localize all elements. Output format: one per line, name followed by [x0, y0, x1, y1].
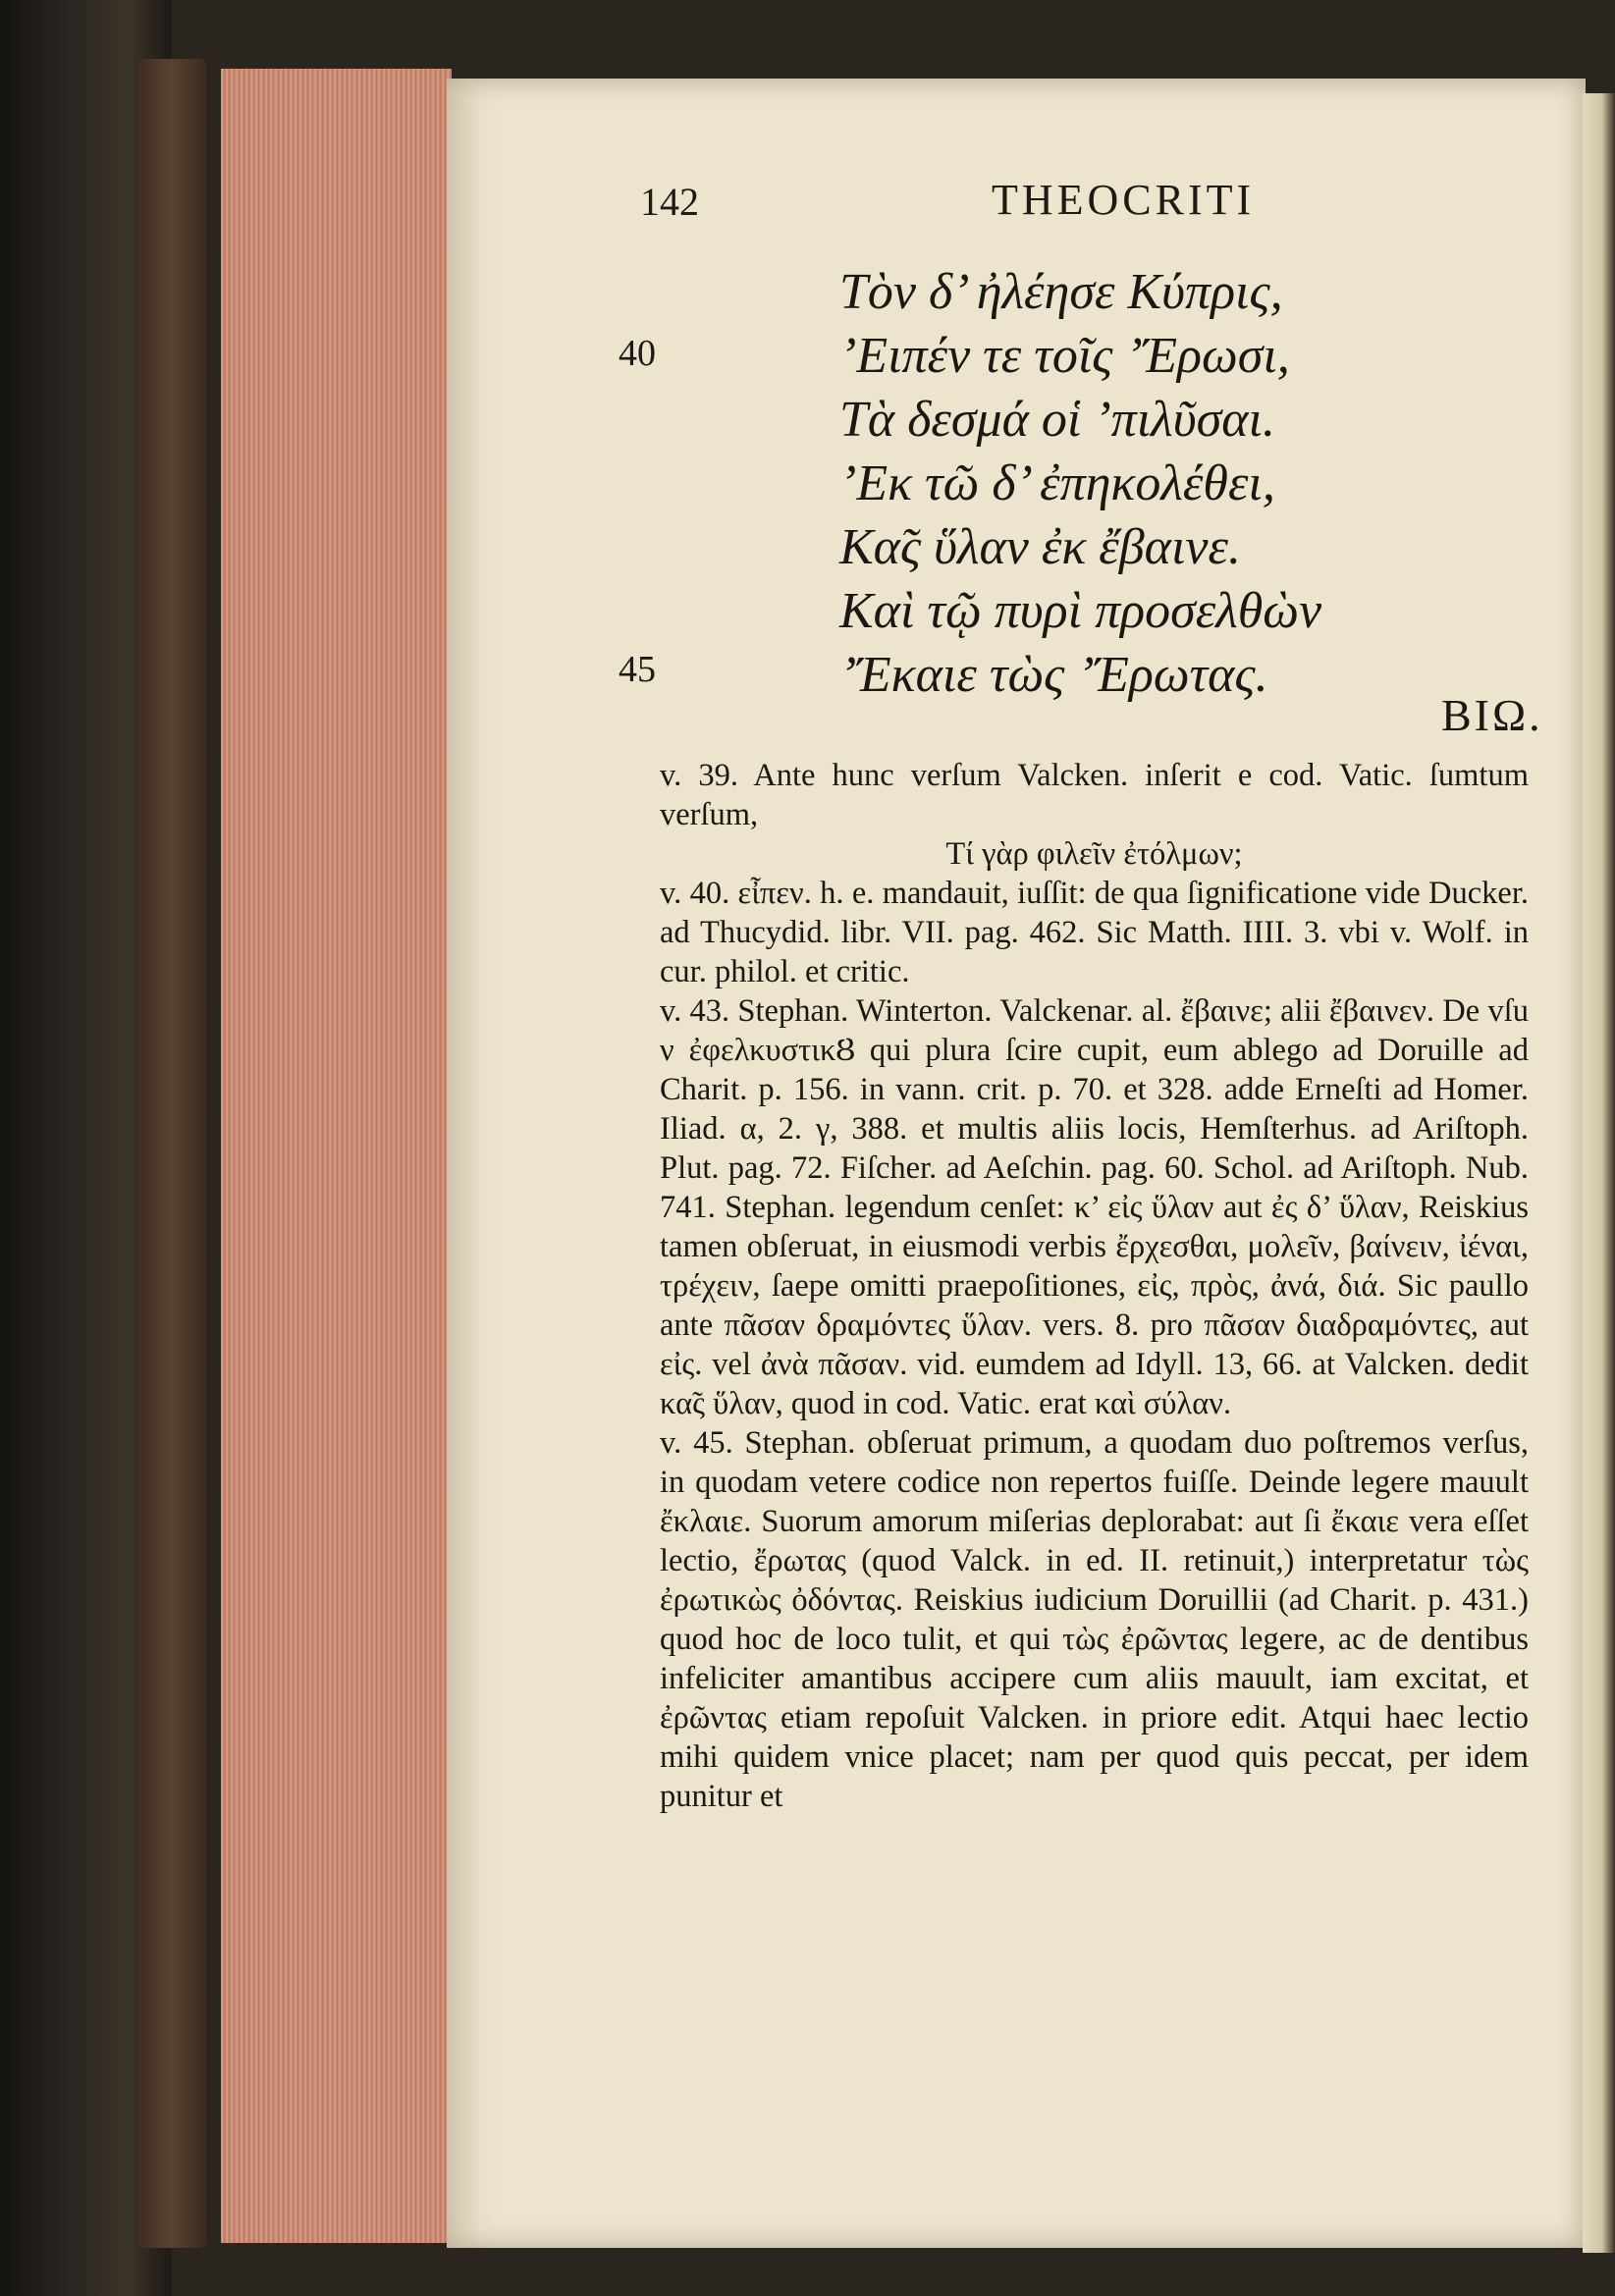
running-title: THEOCRITI: [992, 176, 1256, 224]
note-paragraph: v. 45. Stephan. obſeruat primum, a quodam duo poſtremos verſus, in quodam vetere codice non repertos fuiſſe. Deinde legere mauult ἔκλαιε. Suorum amorum miſerias deplorabat: aut ſi ἔκαιε vera eſſet lectio, ἔρωτας (quod Valck. in ed. II. retinuit,) interpretatur τὼς ἐρωτικὼς ὀδόντας. Reiskius iudicium Doruillii (ad Charit. p. 431.) quod hoc de loco tulit, et qui τὼς ἐρῶντας legere, ac de dentibus infeliciter amantibus accipere cum aliis mauult, iam excitat, et ἐρῶντας etiam repoſuit Valcken. in priore edit. Atqui haec lectio mihi quidem vnice placet; nam per quod quis peccat, per idem punitur et: [660, 1425, 1529, 1814]
verse-line: Kαὶ τῷ πυρὶ προσελθὼν: [839, 583, 1322, 639]
book-spine-board: [137, 59, 206, 2248]
verse-line: ’Ειπέν τε τοῖς ’Έρωσι,: [839, 328, 1290, 384]
next-section-mark: BIΩ.: [1441, 690, 1543, 740]
note-quote: Tί γὰρ φιλεῖν ἐτόλμων;: [945, 836, 1243, 872]
verse-number-40: 40: [619, 333, 656, 374]
facing-page-edge: [1583, 93, 1615, 2253]
verse-line: ’Eκ τῶ δ’ ἐπηκολέθει,: [839, 455, 1275, 511]
verse-line: Tὰ δεσμά οἱ ’πιλῦσαι.: [839, 392, 1275, 448]
note-paragraph: v. 43. Stephan. Winterton. Valckenar. al. ἔβαινε; alii ἔβαινεν. De vſu ν ἐφελκυστικȢ qui plura ſcire cupit, eum ablego ad Doruille ad Charit. p. 156. in vann. crit. p. 70. et 328. adde Erneſti ad Homer. Iliad. α, 2. γ, 388. et multis aliis locis, Hemſterhus. ad Ariſtoph. Plut. pag. 72. Fiſcher. ad Aeſchin. pag. 60. Schol. ad Ariſtoph. Nub. 741. Stephan. legendum cenſet: κ’ εἰς ὕλαν aut ἐς δ’ ὕλαν, Reiskius tamen obſeruat, in eiusmodi verbis ἔρχεσθαι, μολεῖν, βαίνειν, ἰέναι, τρέχειν, ſaepe omitti praepoſitiones, εἰς, πρὸς, ἀνά, διά. Sic paullo ante πᾶσαν δραμόντες ὕλαν. vers. 8. pro πᾶσαν διαδραμόντες, aut εἰς. vel ἀνὰ πᾶσαν. vid. eumdem ad Idyll. 13, 66. at Valcken. dedit κα̃ς ὕλαν, quod in cod. Vatic. erat καὶ σύλαν.: [660, 993, 1529, 1421]
page-number: 142: [640, 180, 699, 224]
verse-line: Tὸν δ’ ἠλέησε Κύπρις,: [839, 264, 1283, 320]
note-paragraph: v. 39. Ante hunc verſum Valcken. inſerit e cod. Vatic. ſumtum verſum,: [660, 758, 1529, 832]
note-paragraph: v. 40. εἶπεν. h. e. mandauit, iuſſit: de qua ſignificatione vide Ducker. ad Thucydid. libr. VII. pag. 462. Sic Matth. IIII. 3. vbi v. Wolf. in cur. philol. et critic.: [660, 876, 1529, 989]
commentary-notes: [660, 756, 1529, 1816]
verse-line: Kα̃ς ὕλαν ἐκ ἔβαινε.: [839, 519, 1241, 575]
page-edges: [221, 69, 452, 2243]
verse-number-45: 45: [619, 649, 656, 690]
verse-line: ’Έκαιε τὼς ’Έρωτας.: [839, 647, 1268, 703]
